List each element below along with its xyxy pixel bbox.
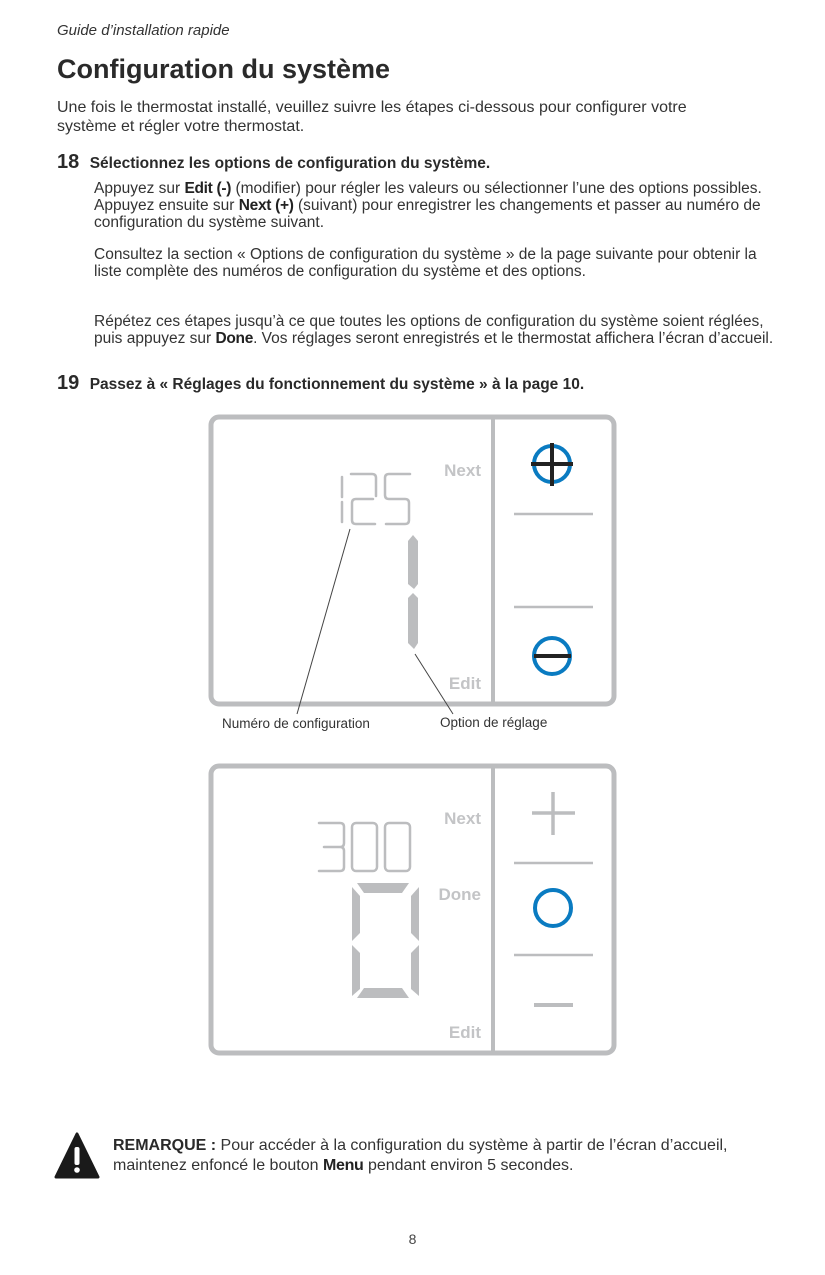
menu-keyword: Menu [322,1157,364,1174]
next-label[interactable]: Next [444,461,481,480]
thermostat-display-1 [0,0,614,731]
plus-icon[interactable] [531,443,573,486]
edit-keyword: Edit (-) [184,180,232,197]
intro-paragraph: Une fois le thermostat installé, veuillez suivre les étapes ci-dessous pour configurer votre système et régler votre thermostat. [57,99,687,135]
edit-label[interactable]: Edit [448,674,481,693]
done-circle-icon[interactable] [535,890,571,926]
next-label[interactable]: Next [444,809,481,828]
step-number: 18 [57,151,80,173]
option-value-0 [352,883,419,998]
option-value-1 [408,535,418,649]
text: Pour accéder à la configuration du système à partir de l’écran d’accueil, maintenez enfoncé le bouton [113,1137,728,1174]
done-keyword: Done [215,330,254,347]
note-label: REMARQUE : [113,1137,217,1154]
page-number: 8 [408,1231,417,1247]
text: Appuyez sur [94,180,185,197]
next-keyword: Next (+) [238,197,294,214]
step-title: Passez à « Réglages du fonctionnement du système » à la page 10. [89,376,585,393]
minus-icon[interactable] [534,638,571,674]
callout-line [297,529,350,714]
warning-icon [56,1134,98,1177]
text: (suivant) pour enregistrer les changements et passer au numéro de configuration du système suivant. [94,197,761,231]
text: pendant environ 5 secondes. [363,1157,574,1174]
running-header: Guide d’installation rapide [57,22,230,39]
edit-label[interactable]: Edit [448,1023,481,1042]
text: . Vos réglages seront enregistrés et le thermostat affichera l’écran d’accueil. [253,330,774,347]
step-number: 19 [57,372,80,394]
config-number-300 [319,823,410,871]
step-title: Sélectionnez les options de configuration du système. [89,155,491,172]
plus-icon[interactable] [532,792,575,835]
config-number-125 [342,474,410,524]
callout-option: Option de réglage [440,715,548,730]
text: (modifier) pour régler les valeurs ou sélectionner l’une des options possibles. Appuyez ensuite sur [94,180,762,214]
callout-config-number: Numéro de configuration [222,716,370,731]
page-title: Configuration du système [57,54,391,84]
note [113,1136,793,1176]
done-label[interactable]: Done [438,885,481,904]
text: Répétez ces étapes jusqu’à ce que toutes les options de configuration du système soient réglées, puis appuyez sur [94,313,764,347]
step-18-paragraph-2: Consultez la section « Options de configuration du système » de la page suivante pour obtenir la liste complète des numéros de configuration du système et des options. [94,246,757,280]
